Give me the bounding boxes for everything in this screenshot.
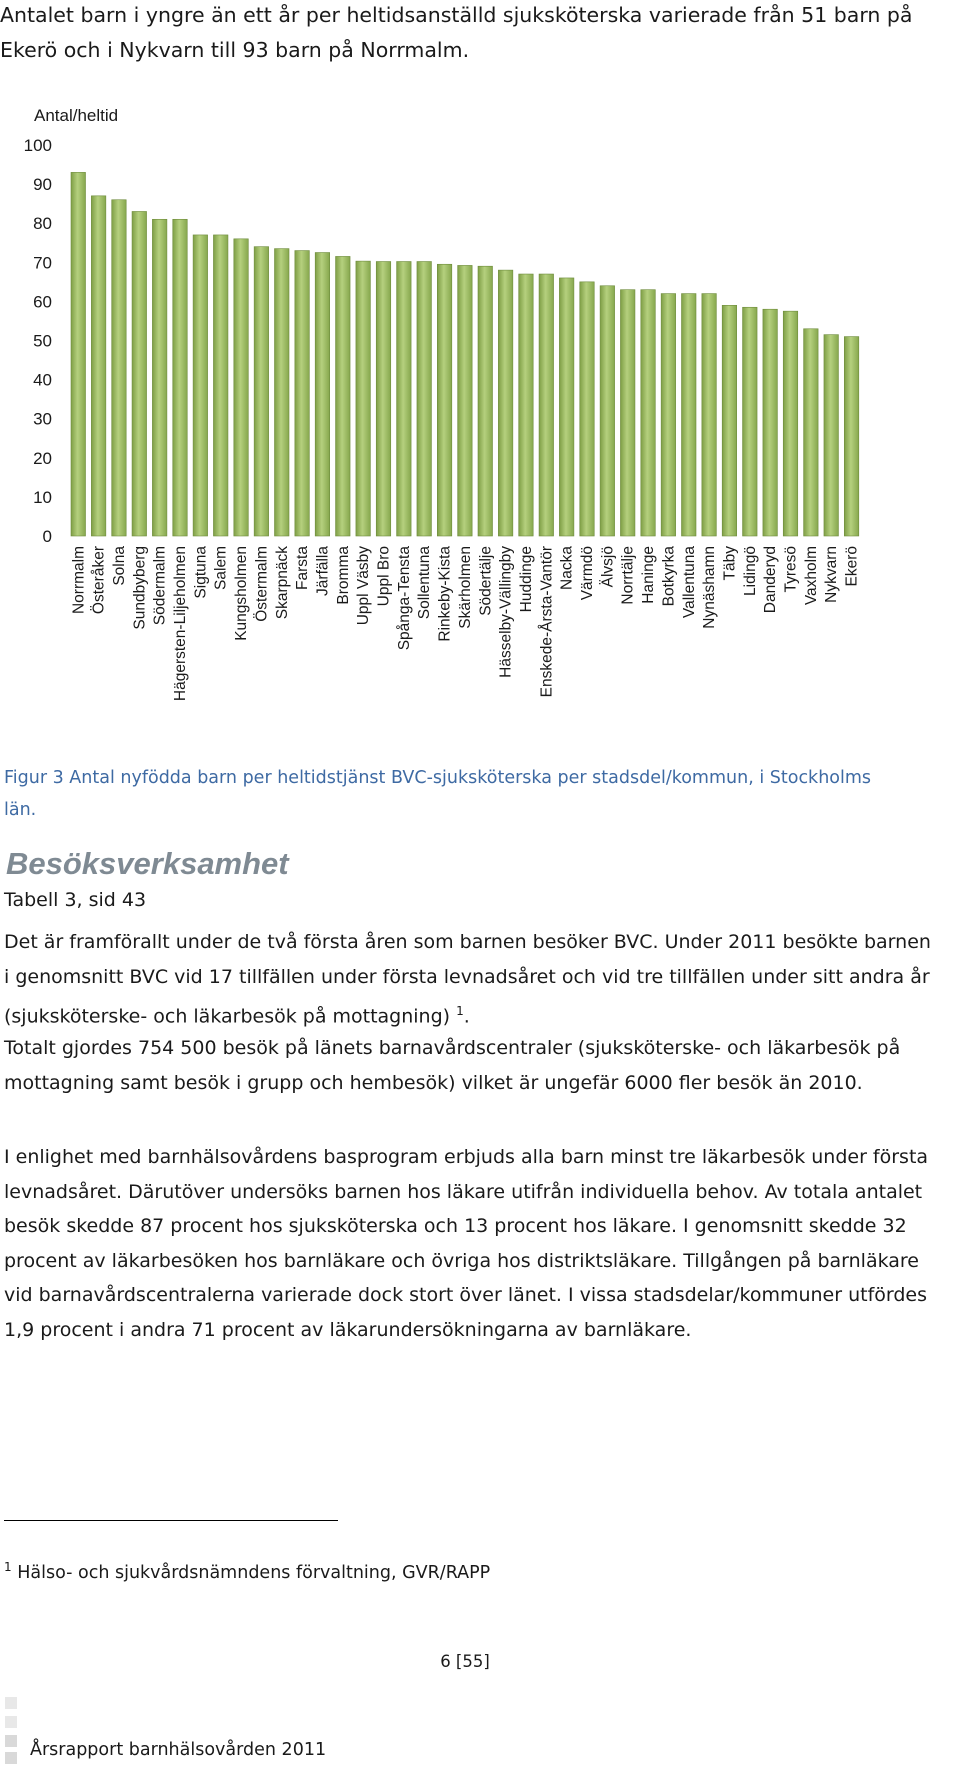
x-tick-label: Nykvarn: [823, 546, 841, 603]
x-tick-label: Enskede-Årsta-Vantör: [538, 546, 556, 698]
bar: [437, 264, 452, 536]
x-tick-label: Södermalm: [151, 546, 169, 626]
x-tick-label: Sundbyberg: [131, 546, 149, 630]
bar: [661, 294, 676, 536]
section-heading: Besöksverksamhet: [6, 846, 289, 881]
x-tick-label: Tyresö: [782, 546, 800, 593]
bar: [539, 274, 554, 536]
bar: [844, 337, 859, 536]
bar: [519, 274, 534, 536]
paragraph-1: [4, 925, 934, 1034]
x-tick-label: Norrmalm: [70, 546, 88, 615]
x-tick-label: Sollentuna: [416, 546, 434, 620]
bar: [112, 200, 127, 536]
bar: [132, 211, 147, 536]
y-tick-label: 100: [23, 136, 52, 155]
bar: [295, 251, 310, 536]
x-tick-label: Ekerö: [843, 546, 861, 587]
x-tick-label: Kungsholmen: [233, 546, 251, 641]
bar: [783, 311, 798, 536]
page-number: 6 [55]: [440, 1652, 490, 1671]
bar: [804, 329, 819, 536]
bar: [376, 262, 391, 536]
x-tick-label: Lidingö: [741, 546, 759, 596]
x-tick-label: Salem: [212, 546, 230, 590]
bar: [600, 286, 615, 536]
bar: [91, 196, 106, 536]
bar: [234, 239, 249, 536]
bar: [478, 266, 493, 536]
figure-caption: Figur 3 Antal nyfödda barn per heltidstjänst BVC-sjuksköterska per stadsdel/kommun, i Stockholms län.: [4, 768, 872, 820]
paragraph-3: I enlighet med barnhälsovårdens basprogram erbjuds alla barn minst tre läkarbesök under första levnadsåret. Därutöver undersöks barnen hos läkare utifrån individuella behov. Av totala antalet besök skedde 87 procent hos sjuksköterska och 13 procent hos läkare. I genomsnitt skedde 32 procent av läkarbesöken hos barnläkare och övriga hos distriktsläkare. Tillgången på barnläkare vid barnavårdscentralerna varierade dock stort över länet. I vissa stadsdelar/kommuner utfördes 1,9 procent i andra 71 procent av läkarundersökningarna av barnläkare.: [4, 1146, 929, 1341]
bar: [315, 253, 330, 536]
bar: [417, 262, 432, 536]
x-tick-label: Farsta: [294, 546, 312, 590]
x-tick-label: Östermalm: [253, 546, 271, 622]
paragraph-1-text: Det är framförallt under de två första åren som barnen besöker BVC. Under 2011 besökte barnen i genomsnitt BVC vid 17 tillfällen under första levnadsåret och vid tre tillfällen under sitt andra år (sjuksköterske- och läkarbesök på mottagning): [4, 931, 931, 1028]
bar: [763, 309, 778, 536]
x-tick-label: Solna: [110, 546, 128, 586]
bar: [152, 219, 167, 536]
x-tick-label: Skärholmen: [456, 546, 474, 629]
x-tick-label: Botkyrka: [660, 546, 678, 607]
x-tick-label: Danderyd: [762, 546, 780, 614]
y-tick-label: 70: [33, 253, 52, 273]
footer-text: Årsrapport barnhälsovården 2011: [30, 1740, 327, 1760]
x-tick-label: Skarpnäck: [273, 546, 291, 620]
bar: [620, 290, 635, 536]
decor-square: [5, 1697, 17, 1709]
x-tick-label: Sigtuna: [192, 546, 210, 599]
x-tick-label: Norrtälje: [619, 546, 637, 605]
bar: [356, 261, 371, 536]
decor-square: [5, 1752, 17, 1764]
intro-text: Antalet barn i yngre än ett år per heltidsanställd sjuksköterska varierade från 51 barn på Ekerö och i Nykvarn till 93 barn på Norrmalm.: [0, 3, 913, 62]
paragraph-1-end: .: [463, 1005, 470, 1028]
x-tick-label: Uppl Väsby: [355, 546, 373, 626]
bar: [722, 305, 737, 536]
x-tick-label: Hässelby-Vällingby: [497, 546, 515, 678]
footnote-text: Hälso- och sjukvårdsnämndens förvaltning, GVR/RAPP: [17, 1562, 491, 1583]
footnote-number: 1: [4, 1560, 12, 1574]
x-tick-label: Täby: [721, 546, 739, 581]
x-tick-label: Hägersten-Liljeholmen: [172, 546, 189, 702]
y-tick-label: 0: [42, 527, 52, 546]
x-tick-label: Österåker: [90, 546, 108, 615]
bar: [559, 278, 574, 536]
y-tick-label: 80: [33, 214, 52, 234]
bar: [173, 219, 188, 536]
x-tick-label: Rinkeby-Kista: [436, 546, 454, 642]
paragraph-2: Totalt gjordes 754 500 besök på länets barnavårdscentraler (sjuksköterske- och läkarbesök på mottagning samt besök i grupp och hembesök) vilket är ungefär 6000 fler besök än 2010.: [4, 1037, 901, 1094]
y-tick-label: 30: [33, 409, 52, 429]
x-tick-label: Huddinge: [517, 546, 535, 613]
bar: [254, 247, 269, 536]
bar: [397, 262, 412, 536]
bar: [743, 307, 758, 536]
x-tick-label: Haninge: [640, 546, 658, 604]
decor-square: [5, 1735, 17, 1747]
x-tick-label: Bromma: [334, 546, 352, 605]
x-tick-label: Nacka: [558, 546, 576, 590]
bar: [580, 282, 595, 536]
x-tick-label: Älvsjö: [599, 546, 617, 588]
x-tick-label: Vallentuna: [680, 546, 698, 619]
footnote-reference: 1: [456, 1004, 464, 1018]
x-tick-label: Värmdö: [579, 546, 596, 601]
bar: [458, 265, 473, 536]
y-axis-label: Antal/heltid: [34, 106, 119, 125]
x-tick-label: Vaxholm: [802, 546, 820, 606]
y-tick-label: 90: [33, 175, 52, 195]
bar: [682, 294, 697, 536]
decor-square: [5, 1716, 17, 1728]
y-tick-label: 10: [33, 487, 52, 507]
bar: [641, 290, 656, 536]
bar: [824, 335, 839, 536]
y-tick-label: 60: [33, 292, 52, 312]
y-tick-label: 50: [33, 331, 52, 351]
x-tick-label: Uppl Bro: [375, 546, 393, 607]
footnote: [4, 1560, 490, 1583]
y-tick-label: 20: [33, 448, 52, 468]
footnote-rule: [4, 1520, 338, 1521]
bar: [71, 172, 86, 536]
bar: [193, 235, 208, 536]
table-reference: Tabell 3, sid 43: [4, 889, 147, 911]
bar: [702, 294, 717, 536]
bar: [213, 235, 228, 536]
x-tick-label: Nynäshamn: [701, 546, 719, 629]
y-tick-label: 40: [33, 370, 52, 390]
bar: [336, 256, 351, 536]
x-tick-label: Järfälla: [314, 546, 332, 596]
x-tick-label: Södertälje: [477, 546, 495, 616]
bar-chart: [0, 98, 960, 838]
bar: [498, 270, 512, 536]
bar: [275, 249, 290, 536]
x-tick-label: Spånga-Tensta: [395, 546, 413, 651]
